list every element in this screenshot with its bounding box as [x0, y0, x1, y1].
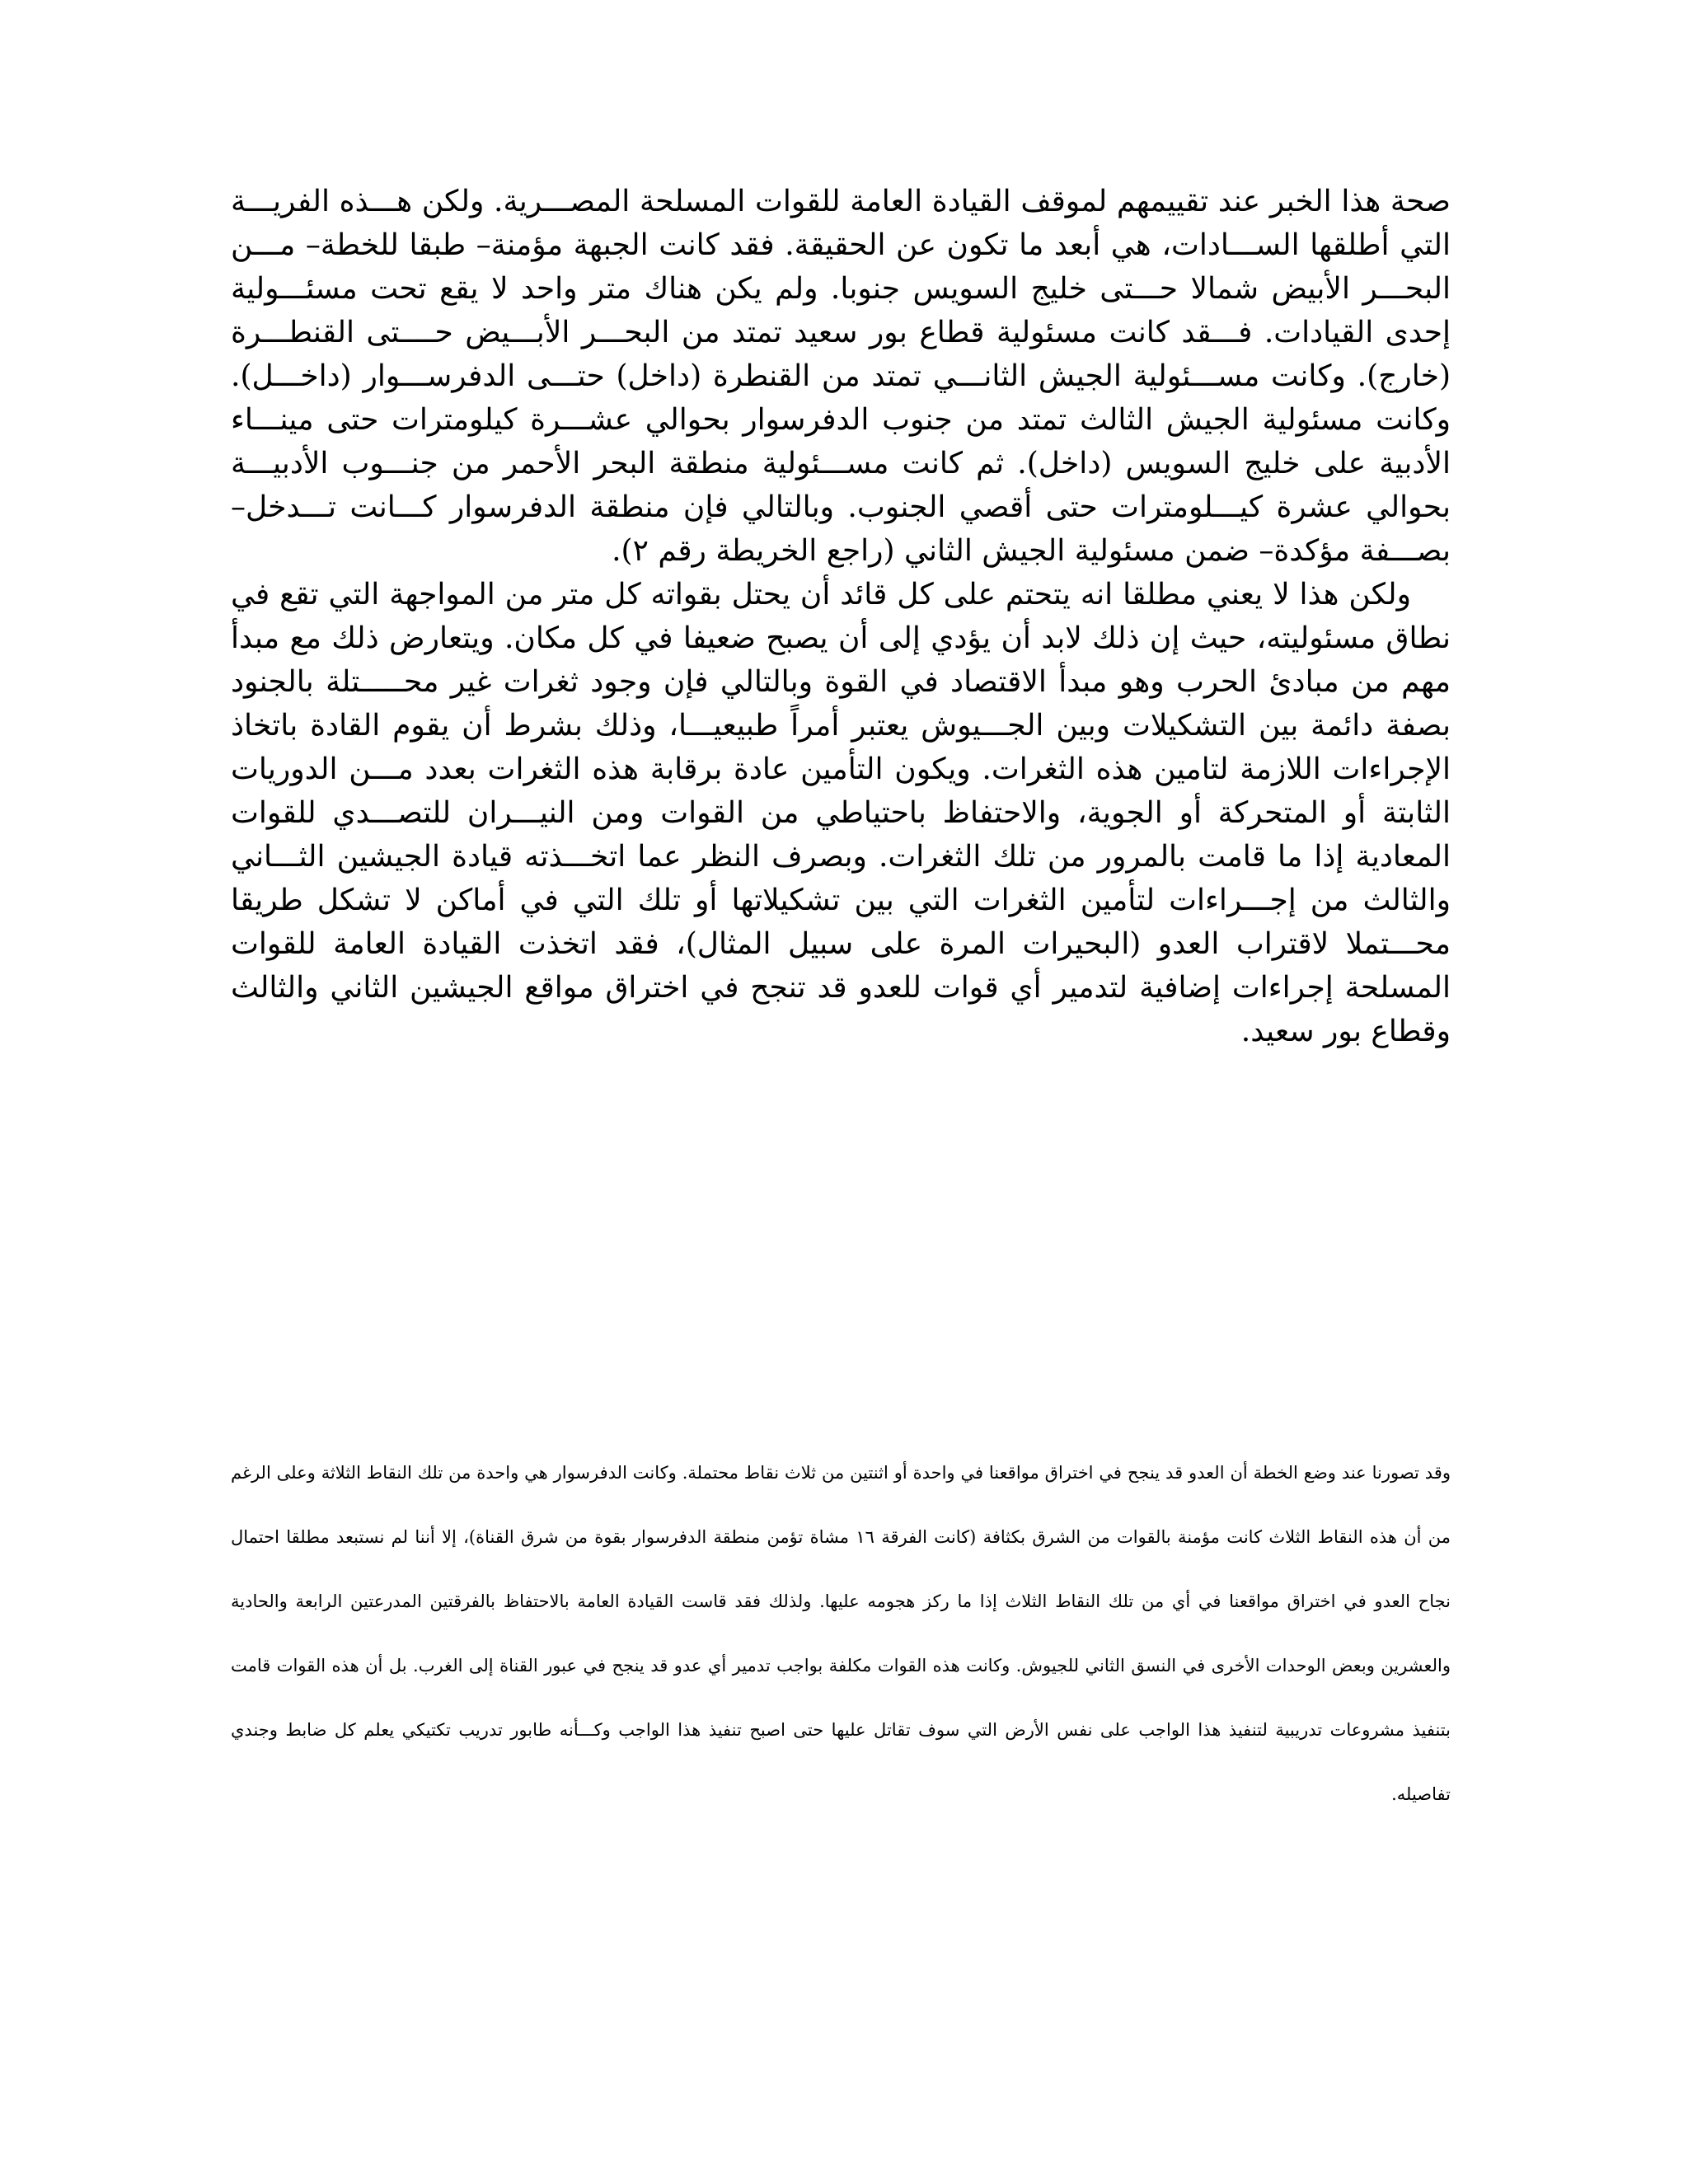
paragraph-1: صحة هذا الخبر عند تقييمهم لموقف القيادة العامة للقوات المسلحة المصـــرية. ولكن هـــذه الفريـــة التي أطلقها الســـادات، هي أبعد ما تكون عن الحقيقة. فقد كانت الجبهة مؤمنة– طبقا للخطة– مـــن البحـــر الأبيض شمالا حـــتى خليج السويس جنوبا. ولم يكن هناك متر واحد لا يقع تحت مسئـــولية إحدى القيادات. فـــقد كانت مسئولية قطاع بور سعيد تمتد من البحـــر الأبـــيض حــــتى القنطـــرة (خارج). وكانت مســـئولية الجيش الثانـــي تمتد من القنطرة (داخل) حتـــى الدفرســـوار (داخـــل). وكانت مسئولية الجيش الثالث تمتد من جنوب الدفرسوار بحوالي عشـــرة كيلومترات حتى مينـــاء الأدبية على خليج السويس (داخل). ثم كانت مســـئولية منطقة البحر الأحمر من جنـــوب الأدبيـــة بحوالي عشرة كيـــلومترات حتى أقصي الجنوب. وبالتالي فإن منطقة الدفرسوار كـــانت تـــدخل– بصـــفة مؤكدة– ضمن مسئولية الجيش الثاني (راجع الخريطة رقم ٢). [231, 185, 1451, 568]
footnote-text: وقد تصورنا عند وضع الخطة أن العدو قد ينجح في اختراق مواقعنا في واحدة أو اثنتين من ثلاث نقاط محتملة. وكانت الدفرسوار هي واحدة من تلك النقاط الثلاثة وعلى الرغم من أن هذه النقاط الثلاث كانت مؤمنة بالقوات من الشرق بكثافة (كانت الفرقة ١٦ مشاة تؤمن منطقة الدفرسوار بقوة من شرق القناة)، إلا أننا لم نستبعد مطلقا احتمال نجاح العدو في اختراق مواقعنا في أي من تلك النقاط الثلاث إذا ما ركز هجومه عليها. ولذلك فقد قاست القيادة العامة بالاحتفاظ بالفرقتين المدرعتين الرابعة والحادية والعشرين وبعض الوحدات الأخرى في النسق الثاني للجيوش. وكانت هذه القوات مكلفة بواجب تدمير أي عدو قد ينجح في عبور القناة إلى الغرب. بل أن هذه القوات قامت بتنفيذ مشروعات تدريبية لتنفيذ هذا الواجب على نفس الأرض التي سوف تقاتل عليها حتى اصبح تنفيذ هذا الواجب وكـــأنه طابور تدريب تكتيكي يعلم كل ضابط وجندي تفاصيله. [231, 1463, 1451, 1804]
paragraph-2: ولكن هذا لا يعني مطلقا انه يتحتم على كل قائد أن يحتل بقواته كل متر من المواجهة التي تقع في نطاق مسئوليته، حيث إن ذلك لابد أن يؤدي إلى أن يصبح ضعيفا في كل مكان. ويتعارض ذلك مع مبدأ مهم من مبادئ الحرب وهو مبدأ الاقتصاد في القوة وبالتالي فإن وجود ثغرات غير محـــــتلة بالجنود بصفة دائمة بين التشكيلات وبين الجـــيوش يعتبر أمراً طبيعيـــا، وذلك بشرط أن يقوم القادة باتخاذ الإجراءات اللازمة لتامين هذه الثغرات. ويكون التأمين عادة برقابة هذه الثغرات بعدد مـــن الدوريات الثابتة أو المتحركة أو الجوية، والاحتفاظ باحتياطي من القوات ومن النيـــران للتصـــدي للقوات المعادية إذا ما قامت بالمرور من تلك الثغرات. وبصرف النظر عما اتخـــذته قيادة الجيشين الثـــاني والثالث من إجـــراءات لتأمين الثغرات التي بين تشكيلاتها أو تلك التي في أماكن لا تشكل طريقا محـــتملا لاقتراب العدو (البحيرات المرة على سبيل المثال)، فقد اتخذت القيادة العامة للقوات المسلحة إجراءات إضافية لتدمير أي قوات للعدو قد تنجح في اختراق مواقع الجيشين الثاني والثالث وقطاع بور سعيد. [231, 578, 1451, 1048]
main-text [231, 180, 1451, 1053]
footnote [231, 1441, 1451, 1826]
